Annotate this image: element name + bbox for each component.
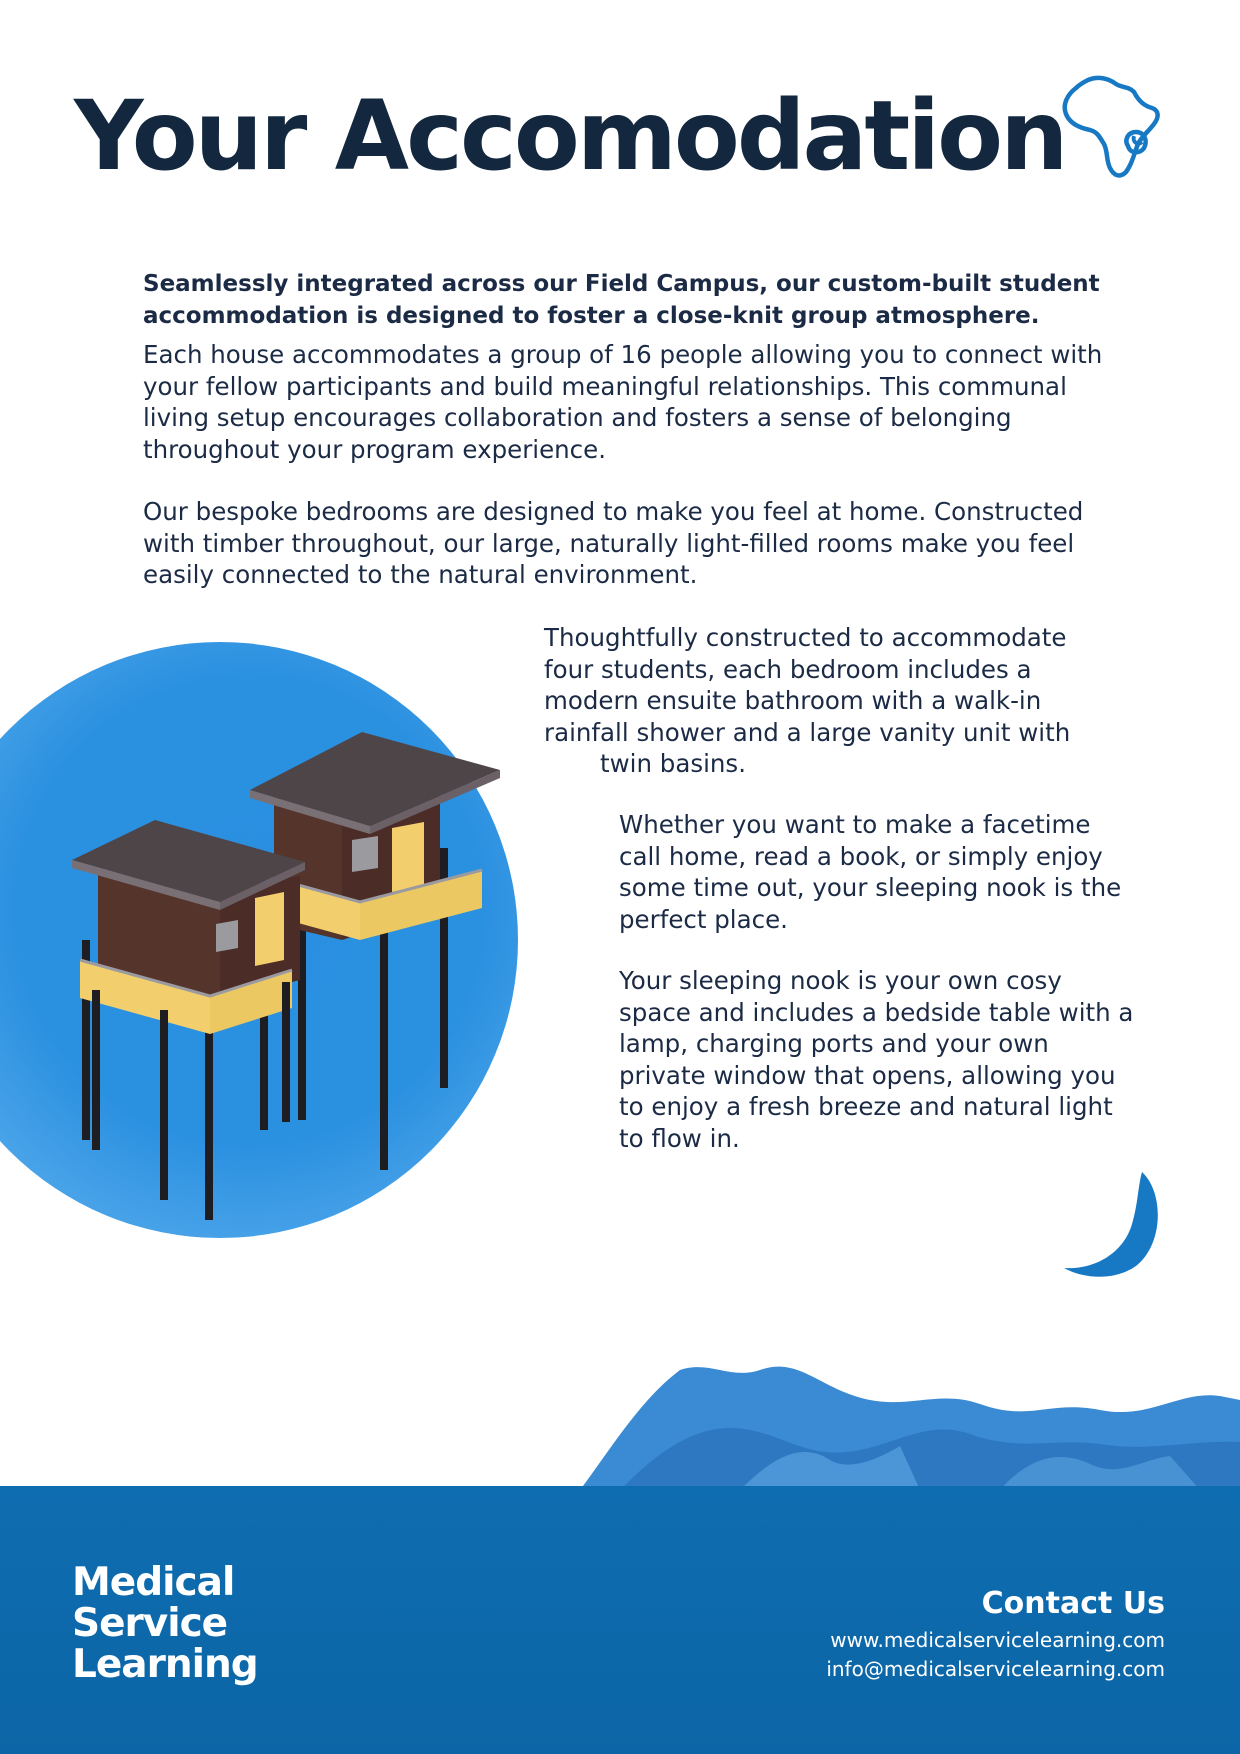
contact-block [826, 1584, 1165, 1684]
brand-logo [72, 1562, 258, 1685]
crescent-moon-icon [1060, 1164, 1164, 1282]
paragraph-bathroom [544, 622, 1104, 780]
paragraph-nook-details: Your sleeping nook is your own cosy space and includes a bedside table with a lamp, charging ports and your own private window that opens, allowing you to enjoy a fresh breeze and natural light to flow in. [619, 966, 1134, 1153]
paragraph-bedrooms: Our bespoke bedrooms are designed to make you feel at home. Constructed with timber throughout, our large, naturally light-filled rooms make you feel easily connected to the natural environment. [143, 497, 1084, 589]
website-link[interactable]: www.medicalservicelearning.com [830, 1628, 1165, 1652]
africa-map-icon [1058, 72, 1164, 182]
brand-line: Service [72, 1601, 228, 1646]
intro-text: Seamlessly integrated across our Field Campus, our custom-built student accommodation is designed to foster a close-knit group atmosphere. [143, 271, 1100, 329]
stilt-houses-illustration [0, 640, 520, 1240]
paragraph-bathroom-main: Thoughtfully constructed to accommodate four students, each bedroom includes a modern ensuite bathroom with a walk-in rainfall shower and a large vanity unit with [544, 623, 1071, 747]
paragraph-bathroom-end: twin basins. [600, 749, 746, 778]
mountains-illustration [580, 1360, 1240, 1490]
paragraph-house: Each house accommodates a group of 16 people allowing you to connect with your fellow participants and build meaningful relationships. This communal living setup encourages collaboration and fosters a sense of belonging throughout your program experience. [143, 340, 1103, 464]
contact-title: Contact Us [981, 1586, 1165, 1621]
page-title: Your Accomodation [74, 80, 1066, 192]
brand-line: Learning [72, 1642, 258, 1687]
email-link[interactable]: info@medicalservicelearning.com [826, 1657, 1165, 1681]
footer [0, 1486, 1240, 1754]
brand-line: Medical [72, 1560, 235, 1605]
paragraph-nook-intro: Whether you want to make a facetime call home, read a book, or simply enjoy some time out, your sleeping nook is the perfect place. [619, 810, 1122, 934]
